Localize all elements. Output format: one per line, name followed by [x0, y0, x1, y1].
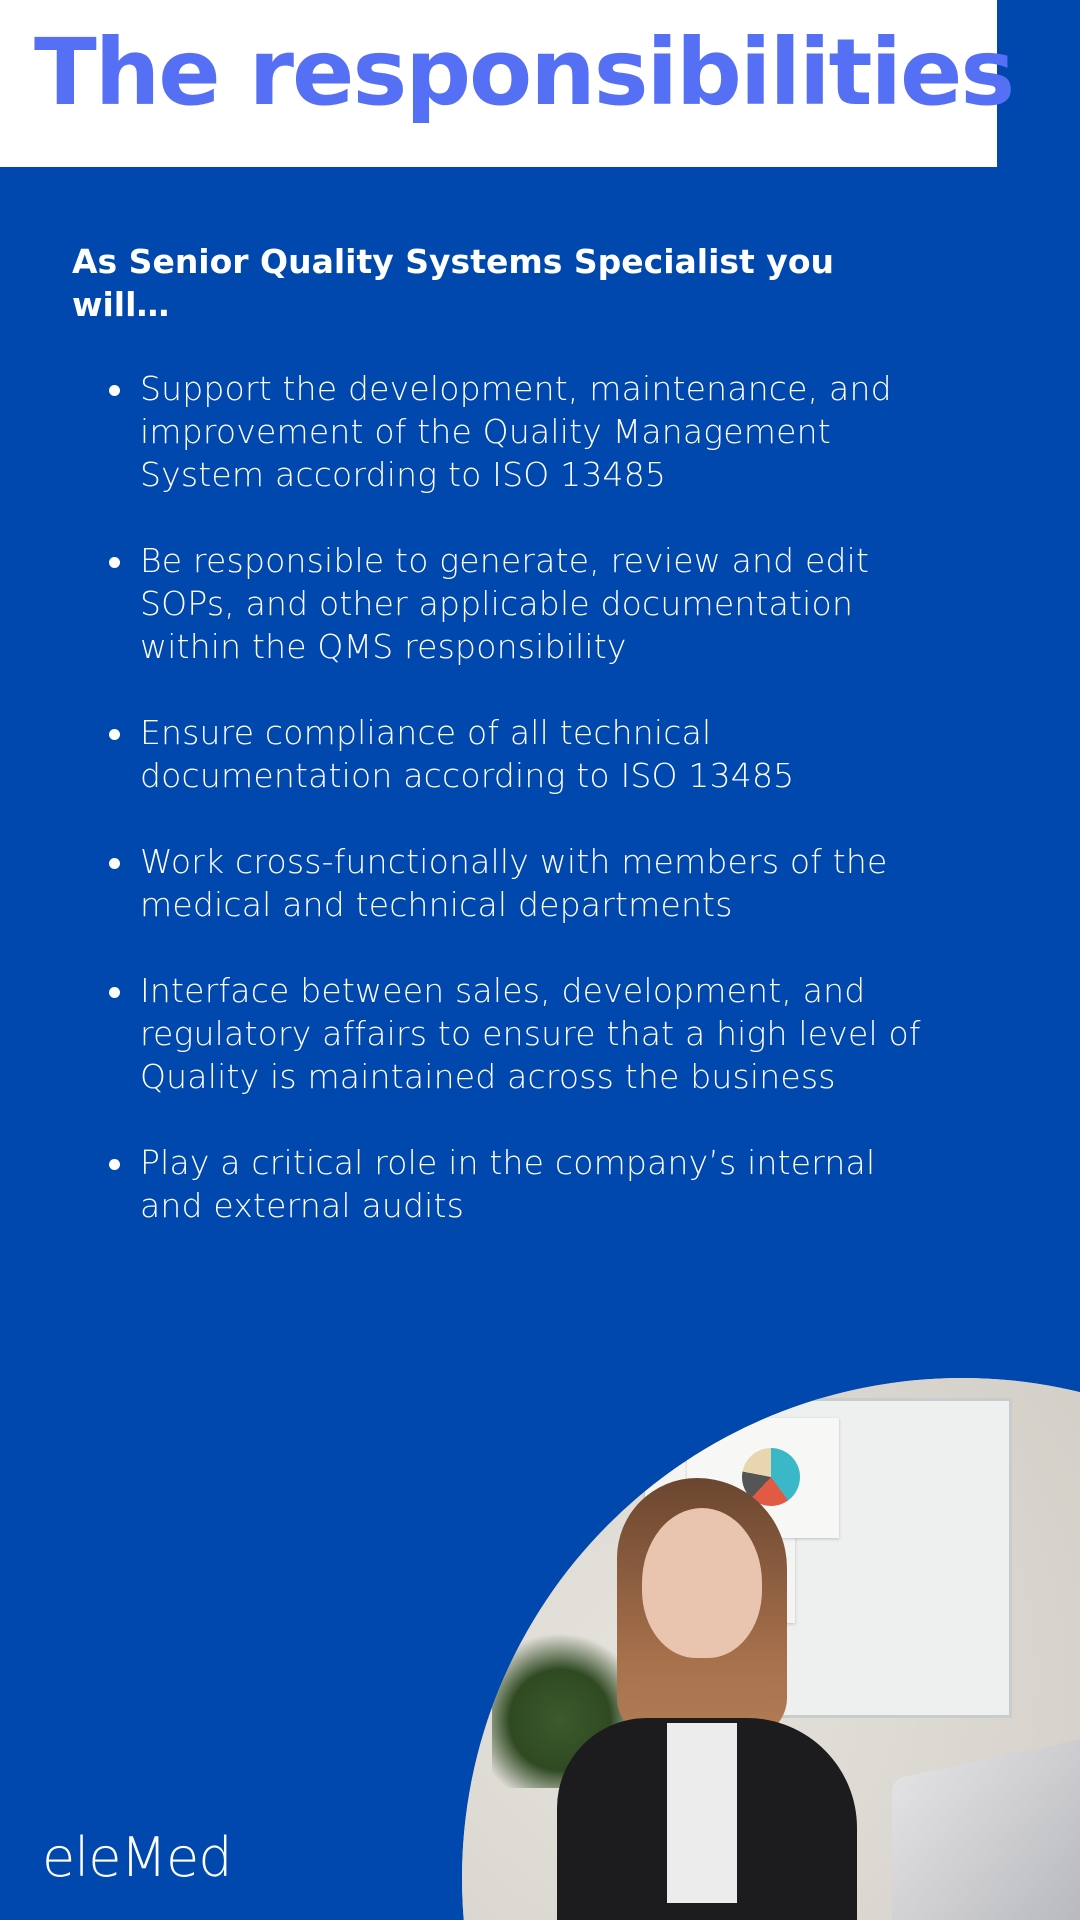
list-item: Interface between sales, development, and regulatory affairs to ensure that a high level of Quality is maintained across the business: [140, 969, 940, 1098]
title-banner: [0, 0, 1014, 167]
list-item: Work cross-functionally with members of the medical and technical departments: [140, 840, 940, 926]
photo-woman-face: [642, 1508, 762, 1658]
photo-woman-shirt: [667, 1723, 737, 1903]
list-item: Be responsible to generate, review and edit SOPs, and other applicable documentation within the QMS responsibility: [140, 539, 940, 668]
brand-logo: eleMed: [42, 1826, 232, 1889]
office-photo: [462, 1378, 1080, 1920]
list-item: Ensure compliance of all technical documentation according to ISO 13485: [140, 711, 940, 797]
list-item: Support the development, maintenance, and improvement of the Quality Management System according to ISO 13485: [140, 367, 940, 496]
list-item: Play a critical role in the company’s internal and external audits: [140, 1141, 940, 1227]
page-title: The responsibilities: [34, 19, 1014, 126]
responsibilities-list: [140, 367, 940, 1270]
intro-text: As Senior Quality Systems Specialist you will…: [72, 242, 834, 324]
